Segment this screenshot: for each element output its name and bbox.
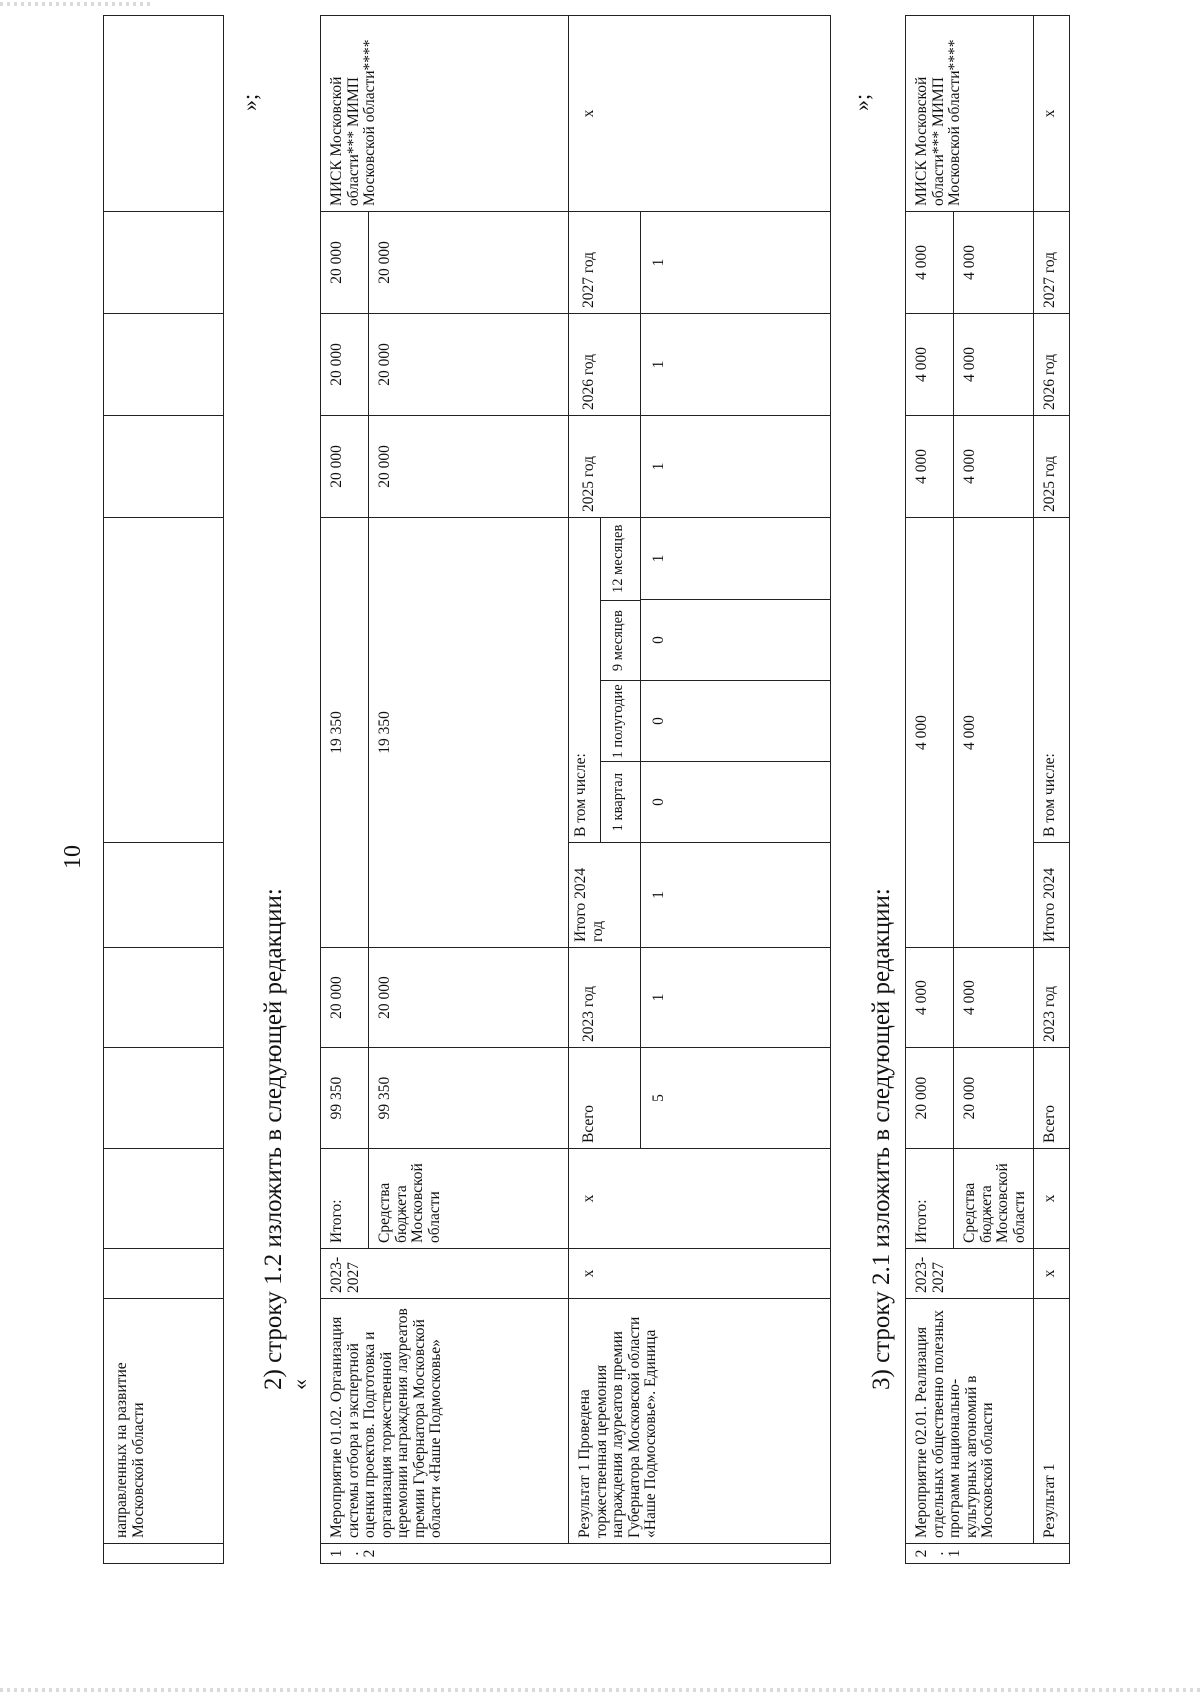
fragment-closing-quote: »;	[237, 93, 262, 111]
h-2026: 2026 год	[1034, 313, 1070, 415]
budget-2027: 4 000	[954, 211, 1034, 313]
fin-budget-label: Средства бюджета Московской области	[954, 1149, 1034, 1249]
budget-2027: 20 000	[369, 211, 569, 313]
v-q1: 0	[641, 762, 831, 843]
fragment-cell	[104, 948, 224, 1048]
h-q3: 9 месяцев	[601, 600, 640, 681]
fragment-cell-text: направленных на развитие Московской области	[104, 1299, 224, 1544]
fragment-cell	[104, 843, 224, 948]
h-2023: 2023 год	[1034, 948, 1070, 1048]
v-2024: 1	[641, 843, 831, 948]
fragment-cell	[104, 314, 224, 416]
budget-2025: 4 000	[954, 415, 1034, 517]
section2-table	[320, 15, 831, 1564]
fragment-cell	[104, 416, 224, 518]
h-vtom: В том числе:	[1034, 517, 1070, 842]
fragment-cell	[104, 1149, 224, 1249]
h-itogo-2024: Итого 2024 год	[569, 843, 641, 948]
section2-closing-quote: »;	[849, 93, 874, 111]
y2023-value: 4 000	[906, 948, 954, 1048]
section3-table	[905, 15, 1070, 1564]
period-x: x	[1034, 1249, 1070, 1299]
y2024-value: 19 350	[321, 517, 369, 947]
budget-2023: 20 000	[369, 948, 569, 1048]
fin-x: x	[1034, 1149, 1070, 1249]
period: 2023-2027	[906, 1249, 1034, 1299]
h-q2: 1 полугодие	[601, 680, 640, 761]
budget-2023: 4 000	[954, 948, 1034, 1048]
row-number: 2.1	[906, 1544, 1070, 1564]
y2027-value: 20 000	[321, 211, 369, 313]
budget-2025: 20 000	[369, 415, 569, 517]
section2-open-quote: «	[287, 1379, 312, 1390]
top-fragment-table	[103, 15, 224, 1564]
period: 2023-2027	[321, 1249, 569, 1299]
budget-total: 99 350	[369, 1048, 569, 1149]
total-value: 99 350	[321, 1048, 369, 1149]
v-q2: 0	[641, 681, 831, 762]
h-itogo-2024: Итого 2024	[1034, 843, 1070, 948]
h-2023: 2023 год	[569, 948, 641, 1048]
h-q1: 1 квартал	[601, 761, 640, 842]
fragment-cell	[104, 1249, 224, 1299]
y2025-value: 4 000	[906, 415, 954, 517]
budget-total: 20 000	[954, 1048, 1034, 1149]
fragment-cell	[104, 1048, 224, 1149]
period-x: x	[569, 1249, 831, 1299]
executor-x: x	[569, 15, 831, 211]
result-text: Результат 1 Проведена торжественная церемония награждения лауреатов премии Губернатора Московской области «Наше Подмосковье». Единица	[569, 1299, 831, 1544]
fragment-cell	[104, 518, 224, 843]
h-total: Всего	[1034, 1048, 1070, 1149]
row-number: 1.2	[321, 1544, 831, 1564]
h-vtom: В том числе:	[569, 518, 601, 842]
page-number: 10	[60, 845, 86, 869]
y2023-value: 20 000	[321, 948, 369, 1048]
fin-budget-label: Средства бюджета Московской области	[369, 1149, 569, 1249]
executor: МИСК Московской области*** МИМП Московской области****	[321, 15, 569, 211]
h-2027: 2027 год	[569, 211, 641, 313]
v-2026: 1	[641, 313, 831, 415]
y2026-value: 20 000	[321, 313, 369, 415]
fragment-cell	[104, 16, 224, 212]
quarter-headers	[601, 518, 640, 842]
fin-total-label: Итого:	[906, 1149, 954, 1249]
executor: МИСК Московской области*** МИМП Московской области****	[906, 15, 1034, 211]
h-2027: 2027 год	[1034, 211, 1070, 313]
h-total: Всего	[569, 1048, 641, 1149]
h-q4: 12 месяцев	[610, 524, 626, 593]
fragment-cell-num	[104, 1544, 224, 1564]
fragment-cell	[104, 212, 224, 314]
budget-2026: 20 000	[369, 313, 569, 415]
executor-x: x	[1034, 15, 1070, 211]
measure-name: Мероприятие 02.01. Реализация отдельных общественно полезных программ национально-культурных автономий в Московской области	[906, 1299, 1034, 1544]
h-2026: 2026 год	[569, 313, 641, 415]
v-2027: 1	[641, 211, 831, 313]
y2024-value: 4 000	[906, 517, 954, 947]
v-2023: 1	[641, 948, 831, 1048]
v-q3: 0	[641, 600, 831, 681]
measure-name: Мероприятие 01.02. Организация системы отбора и экспертной оценки проектов. Подготовка и организация торжественной церемонии награждения лауреатов премии Губернатора Московской области «Наше Подмосковье»	[321, 1299, 569, 1544]
y2027-value: 4 000	[906, 211, 954, 313]
v-total: 5	[641, 1048, 831, 1149]
result-text: Результат 1	[1034, 1299, 1070, 1544]
total-value: 20 000	[906, 1048, 954, 1149]
h-2025: 2025 год	[569, 415, 641, 517]
v-2025: 1	[641, 415, 831, 517]
section3-heading: 3) строку 2.1 изложить в следующей редакции:	[868, 888, 895, 1390]
h-2025: 2025 год	[1034, 415, 1070, 517]
vtom-block	[569, 517, 641, 842]
budget-2026: 4 000	[954, 313, 1034, 415]
v-q4: 1	[641, 517, 831, 599]
budget-2024: 4 000	[954, 517, 1034, 947]
fin-x: x	[569, 1149, 831, 1249]
y2025-value: 20 000	[321, 415, 369, 517]
fin-total-label: Итого:	[321, 1149, 369, 1249]
budget-2024: 19 350	[369, 517, 569, 947]
y2026-value: 4 000	[906, 313, 954, 415]
section2-heading: 2) строку 1.2 изложить в следующей редакции:	[260, 888, 287, 1390]
